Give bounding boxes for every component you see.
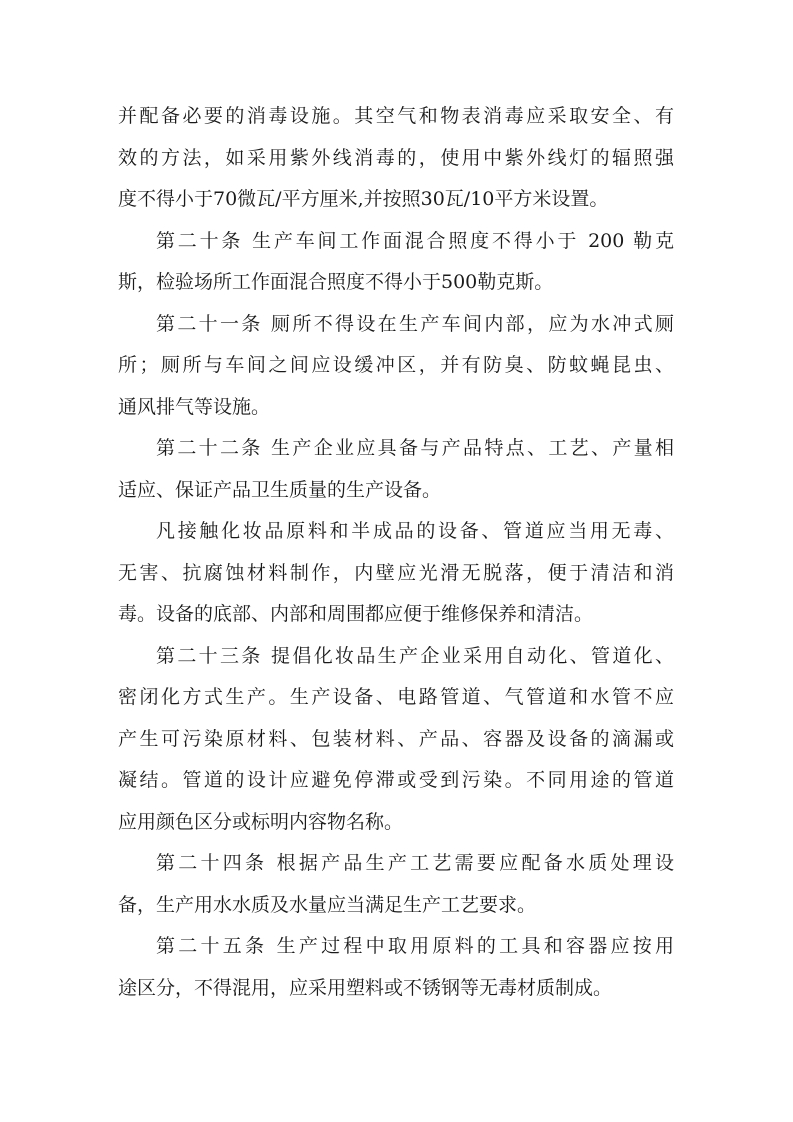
article-24-line: 第二十四条 根据产品生产工艺需要应配备水质处理设 [156,852,674,874]
text-line: 斯，检验场所工作面混合照度不得小于500勒克斯。 [118,271,554,293]
text-line: 适应、保证产品卫生质量的生产设备。 [118,478,442,501]
article-20-line: 第二十条 生产车间工作面混合照度不得小于 200 勒克 [156,229,674,252]
document-body [118,96,674,1009]
text-line: 效的方法，如采用紫外线消毒的，使用中紫外线灯的辐照强 [118,146,674,169]
text-line: 应用颜色区分或标明内容物名称。 [118,810,404,833]
text-line: 途区分，不得混用，应采用塑料或不锈钢等无毒材质制成。 [118,976,613,999]
text-line: 并配备必要的消毒设施。其空气和物表消毒应采取安全、有 [118,105,674,127]
text-line: 凝结。管道的设计应避免停滞或受到污染。不同用途的管道 [118,769,674,791]
article-22-line: 第二十二条 生产企业应具备与产品特点、工艺、产量相 [156,437,674,459]
text-line: 所；厕所与车间之间应设缓冲区，并有防臭、防蚊蝇昆虫、 [118,354,674,376]
article-21-line: 第二十一条 厕所不得设在生产车间内部，应为水冲式厕 [156,312,674,335]
article-23-line: 第二十三条 提倡化妆品生产企业采用自动化、管道化、 [156,644,674,667]
text-line: 毒。设备的底部、内部和周围都应便于维修保养和清洁。 [118,603,594,625]
article-25-line: 第二十五条 生产过程中取用原料的工具和容器应按用 [156,935,674,957]
text-line: 度不得小于70微瓦/平方厘米,并按照30瓦/10平方米设置。 [118,188,609,210]
paragraph-line: 凡接触化妆品原料和半成品的设备、管道应当用无毒、 [156,520,674,542]
text-line: 通风排气等设施。 [118,395,271,418]
text-line: 备，生产用水水质及水量应当满足生产工艺要求。 [118,893,537,916]
text-line: 无害、抗腐蚀材料制作，内壁应光滑无脱落，便于清洁和消 [118,561,674,584]
text-line: 产生可污染原材料、包装材料、产品、容器及设备的滴漏或 [118,727,674,750]
text-line: 密闭化方式生产。生产设备、电路管道、气管道和水管不应 [118,686,674,708]
